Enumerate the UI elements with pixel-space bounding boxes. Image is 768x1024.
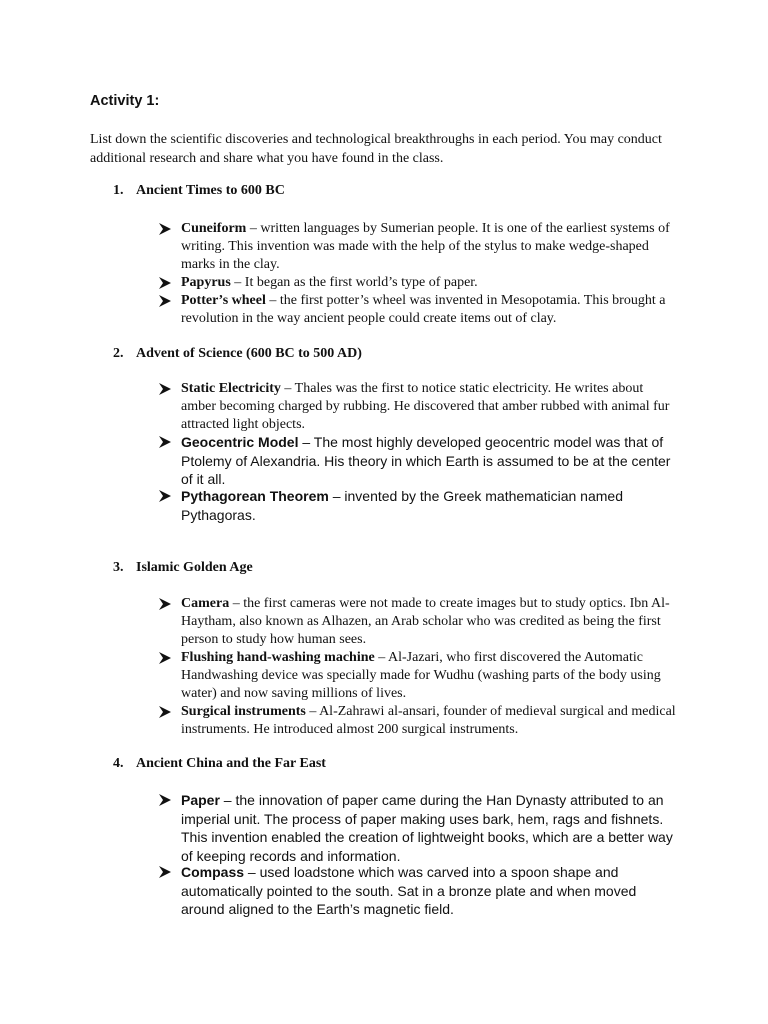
section-number: 3. bbox=[113, 560, 124, 575]
item-term: Geocentric Model bbox=[181, 434, 299, 450]
item-description: – The most highly developed geocentric model was that of Ptolemy of Alexandria. His theory in which Earth is assumed to be at the center of it all. bbox=[181, 434, 671, 487]
list-item bbox=[158, 791, 678, 865]
item-term: Pythagorean Theorem bbox=[181, 488, 329, 504]
item-term: Camera bbox=[181, 596, 230, 611]
list-item bbox=[158, 595, 678, 649]
item-description: – Al-Zahrawi al-ansari, founder of medieval surgical and medical instruments. He introduced almost 200 surgical instruments. bbox=[181, 704, 676, 737]
list-item bbox=[158, 274, 678, 292]
item-term: Static Electricity bbox=[181, 381, 281, 396]
arrow-bullet-icon bbox=[158, 651, 172, 665]
arrow-bullet-icon bbox=[158, 865, 172, 879]
item-description: – the first cameras were not made to create images but to study optics. Ibn Al-Haytham, also known as Alhazen, an Arab scholar who was credited as being the first person to study how human sees. bbox=[181, 596, 670, 647]
section-number: 4. bbox=[113, 756, 124, 771]
item-description: – written languages by Sumerian people. It is one of the earliest systems of writing. This invention was made with the help of the stylus to make wedge-shaped marks in the clay. bbox=[181, 221, 670, 272]
arrow-bullet-icon bbox=[158, 294, 172, 308]
item-term: Paper bbox=[181, 792, 220, 808]
list-item bbox=[158, 433, 678, 489]
item-description: – invented by the Greek mathematician named Pythagoras. bbox=[181, 488, 623, 523]
item-term: Flushing hand-washing machine bbox=[181, 650, 375, 665]
section-title-text: Islamic Golden Age bbox=[136, 560, 253, 575]
list-item bbox=[158, 703, 678, 739]
item-term: Papyrus bbox=[181, 275, 231, 290]
list-item bbox=[158, 487, 678, 524]
list-item bbox=[158, 292, 678, 328]
section-title bbox=[113, 346, 362, 362]
item-description: – Al-Jazari, who first discovered the Automatic Handwashing device was specially made for Wudhu (washing parts of the body using water) and now saving millions of lives. bbox=[181, 650, 661, 701]
item-description: – It began as the first world’s type of paper. bbox=[230, 275, 478, 290]
arrow-bullet-icon bbox=[158, 435, 172, 449]
item-description: – Thales was the first to notice static electricity. He writes about amber becoming charged by rubbing. He discovered that amber rubbed with animal fur attracted light objects. bbox=[181, 381, 670, 432]
arrow-bullet-icon bbox=[158, 489, 172, 503]
section-number: 1. bbox=[113, 183, 124, 198]
item-term: Potter’s wheel bbox=[181, 293, 266, 308]
section-number: 2. bbox=[113, 346, 124, 361]
item-term: Cuneiform bbox=[181, 221, 247, 236]
arrow-bullet-icon bbox=[158, 382, 172, 396]
section-title bbox=[113, 560, 253, 576]
activity-heading: Activity 1: bbox=[90, 93, 160, 109]
section-title-text: Advent of Science (600 BC to 500 AD) bbox=[136, 346, 362, 361]
arrow-bullet-icon bbox=[158, 276, 172, 290]
intro-paragraph: List down the scientific discoveries and technological breakthroughs in each period. You may conduct additional research and share what you have found in the class. bbox=[90, 132, 662, 166]
section-title-text: Ancient Times to 600 BC bbox=[136, 183, 285, 198]
item-term: Compass bbox=[181, 864, 245, 880]
item-description: – the first potter’s wheel was invented in Mesopotamia. This brought a revolution in the way ancient people could create items out of clay. bbox=[181, 293, 666, 326]
list-item bbox=[158, 863, 678, 919]
section-title-text: Ancient China and the Far East bbox=[136, 756, 326, 771]
list-item bbox=[158, 220, 678, 274]
section-title bbox=[113, 756, 326, 772]
arrow-bullet-icon bbox=[158, 793, 172, 807]
arrow-bullet-icon bbox=[158, 222, 172, 236]
item-description: – the innovation of paper came during the Han Dynasty attributed to an imperial unit. The process of paper making uses bark, hem, rags and fishnets. This invention enabled the creation of lightweight books, which are a better way of keeping records and information. bbox=[181, 792, 673, 864]
arrow-bullet-icon bbox=[158, 705, 172, 719]
list-item bbox=[158, 380, 678, 434]
item-term: Surgical instruments bbox=[181, 704, 306, 719]
arrow-bullet-icon bbox=[158, 597, 172, 611]
list-item bbox=[158, 649, 678, 703]
item-description: – used loadstone which was carved into a spoon shape and automatically pointed to the south. Sat in a bronze plate and when moved around aligned to the Earth’s magnetic field. bbox=[181, 864, 637, 917]
section-title bbox=[113, 183, 285, 199]
